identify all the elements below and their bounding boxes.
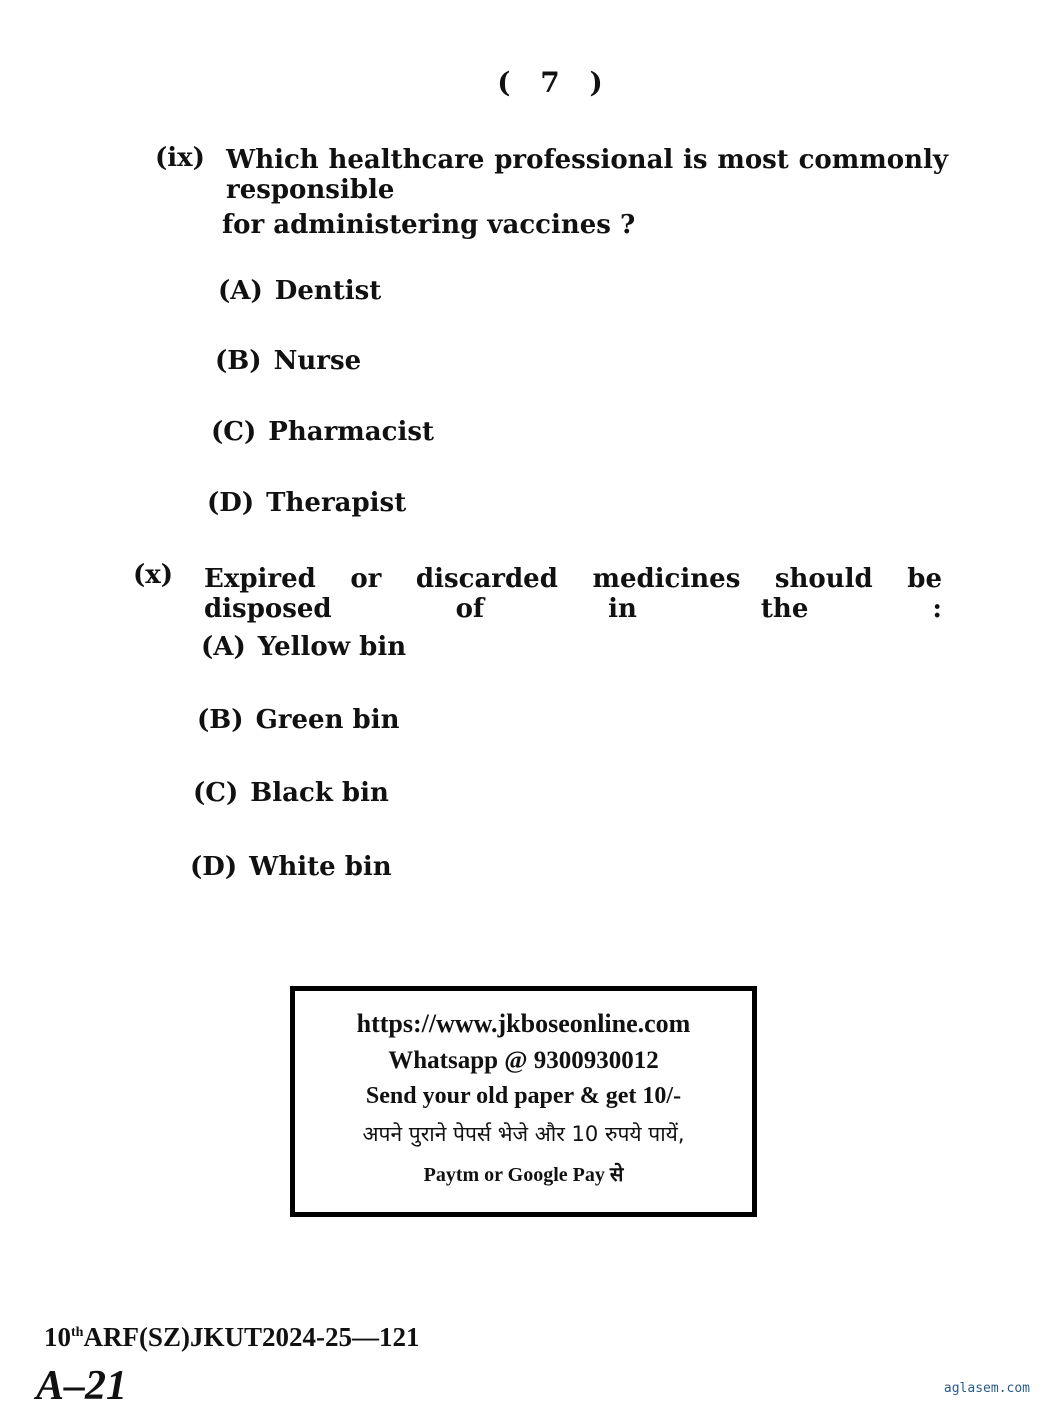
option-text: Dentist: [274, 276, 382, 306]
notice-offer: Send your old paper & get 10/-: [365, 1083, 682, 1109]
option-letter: (B): [215, 346, 262, 376]
option-c: [193, 778, 389, 808]
option-text: Black bin: [250, 778, 389, 808]
notice-payment: Paytm or Google Pay से: [423, 1164, 624, 1186]
paper-code-prefix: 10: [44, 1322, 71, 1352]
option-a: [201, 632, 406, 662]
option-b: [215, 346, 361, 376]
option-letter: (D): [190, 852, 238, 882]
question-text-line1: Which healthcare professional is most commonly responsible: [226, 145, 948, 205]
option-text: Nurse: [273, 346, 362, 376]
paper-code-sup: th: [71, 1325, 84, 1340]
notice-url: https://www.jkboseonline.com: [356, 1009, 691, 1038]
promo-notice-box: [290, 986, 757, 1217]
option-text: Green bin: [255, 705, 400, 735]
option-text: White bin: [249, 852, 392, 882]
option-letter: (D): [207, 488, 255, 518]
option-letter: (A): [218, 276, 263, 306]
option-letter: (A): [201, 632, 246, 662]
question-text-line1: Expired or discarded medicines should be disposed of in the :: [204, 564, 942, 624]
option-c: [211, 417, 434, 447]
option-letter: (C): [193, 778, 239, 808]
question-number: (x): [133, 560, 174, 590]
notice-hindi-offer: अपने पुराने पेपर्स भेजे और 10 रुपये पायें,: [362, 1122, 685, 1146]
option-b: [197, 705, 400, 735]
option-letter: (C): [211, 417, 257, 447]
option-a: [218, 276, 381, 306]
option-text: Therapist: [266, 488, 407, 518]
option-d: [190, 852, 392, 882]
page-number: ( 7 ): [497, 66, 613, 99]
option-d: [207, 488, 406, 518]
paper-code: [44, 1322, 419, 1353]
question-text-line2: for administering vaccines ?: [222, 210, 636, 240]
option-text: Yellow bin: [257, 632, 407, 662]
question-number: (ix): [155, 143, 205, 173]
watermark-link[interactable]: aglasem.com: [943, 1381, 1030, 1396]
option-letter: (B): [197, 705, 244, 735]
paper-set: A–21: [36, 1363, 128, 1409]
option-text: Pharmacist: [268, 417, 435, 447]
paper-code-rest: ARF(SZ)JKUT2024-25—121: [83, 1322, 420, 1352]
notice-whatsapp: Whatsapp @ 9300930012: [388, 1047, 659, 1074]
